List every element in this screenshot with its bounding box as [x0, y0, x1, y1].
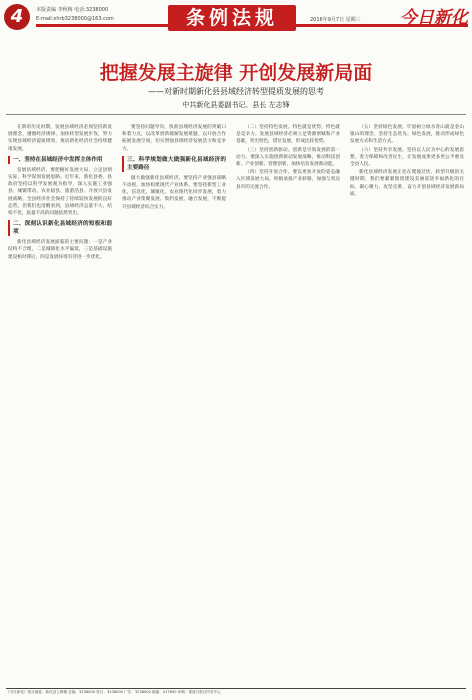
paragraph: 要坚持问题导向，找准县域经济发展的突破口和着力点，以改革创新破解发展难题，以开放合作拓展发展空间，切实增强县域经济发展活力和竞争力。 — [122, 125, 226, 152]
section-heading: 三、科学规划做大做强新化县域经济的主要路径 — [122, 156, 226, 172]
paragraph: 在新的历史时期，发展县域经济必须坚持新发展理念，遵循经济规律，加快转型发展步伐，努力实现县域经济提质增效，推动新化经济社会持续健康发展。 — [8, 125, 112, 152]
text-column-1 — [8, 124, 112, 658]
paragraph: （四）坚持开放合作。要以更加开放的姿态融入区域发展大局，积极承接产业转移，加强与周边县市的交流合作。 — [236, 170, 340, 190]
divider — [6, 114, 466, 115]
issue-date: 2016年9月7日 星期三 — [310, 17, 361, 23]
article-headline: 把握发展主旋律 开创发展新局面 — [99, 62, 373, 84]
text-column-2 — [122, 124, 226, 658]
editor-line: 本版责编 李秋梅 电话:3238000 — [36, 7, 109, 13]
paragraph: （三）坚持创新驱动。创新是引领发展的第一动力。要深入实施创新驱动发展战略，推动科技创新、产业创新、管理创新，加快培育发展新动能。 — [236, 147, 340, 168]
section-heading: 二、深刻认识新化县域经济的短板和弱项 — [8, 220, 112, 236]
section-title: 条例法规 — [168, 5, 296, 31]
paragraph: （六）坚持共享发展。坚持以人民为中心的发展思想，着力保障和改善民生，让发展成果更多更公平惠及全县人民。 — [350, 147, 464, 168]
footer-rule — [6, 688, 466, 689]
header-meta — [36, 6, 114, 24]
paragraph: 新化县域经济发展正处在爬坡过坎、转型升级的关键时期，我们要紧紧围绕建设美丽富饶幸福新化的目标，凝心聚力、攻坚克难，奋力开创县域经济发展新局面。 — [350, 170, 464, 197]
brand-logo: 今日新化 — [400, 8, 468, 28]
page-number: 4 — [4, 4, 30, 30]
email-line: E-mail:xhrb3238000@163.com — [36, 16, 114, 22]
paragraph: （五）坚持绿色发展。牢固树立绿水青山就是金山银山的理念，坚持生态优先、绿色发展，推动形成绿色发展方式和生活方式。 — [350, 125, 464, 145]
paragraph: 发展县域经济，要把握好发展大局，立足县情实际，科学谋划发展思路。近年来，新化县委、县政府坚持以科学发展观为指导，深入实施工业强县、城镇带动、农业稳县、旅游活县、开放兴县发展战略，全县经济社会保持了持续较快发展的良好态势。但我们也清醒看到，县域经济总量不大、结构不优、质量不高的问题依然突出。 — [8, 167, 112, 217]
paragraph: （二）坚持特色发展。特色就是优势，特色就是竞争力。发展县域经济必须立足资源禀赋和产业基础，突出特色，错位发展，形成比较优势。 — [236, 125, 340, 145]
section-heading: 一、坚持在县域经济中发挥主体作用 — [8, 156, 112, 164]
paragraph: 新化县域经济发展面临的主要问题：一是产业结构不合理，二是城镇化水平偏低，三是基础设施建设相对滞后，四是发展环境有待进一步优化。 — [8, 240, 112, 260]
text-column-4 — [350, 124, 464, 658]
text-column-3 — [236, 124, 340, 658]
page-header — [0, 0, 472, 40]
paragraph: 做大做强新化县域经济，要坚持产业强县战略不动摇，加快构建现代产业体系。要坚持新型工业化、信息化、城镇化、农业现代化同步发展，着力推动产业集聚发展、集约发展、融合发展，不断提升县域经济综合实力。 — [122, 175, 226, 210]
article-byline: 中共新化县委副书记、县长 左志锋 — [182, 101, 290, 109]
article-subheadline: ——对新时期新化县县域经济转型提质发展的思考 — [148, 87, 324, 96]
page-footer: 《今日新化》报社地址：新化县上梅镇 总编：3238000 发行：3238000 广告：3238000 邮编：417600 印刷：娄底日报社印务中心 — [6, 690, 221, 694]
